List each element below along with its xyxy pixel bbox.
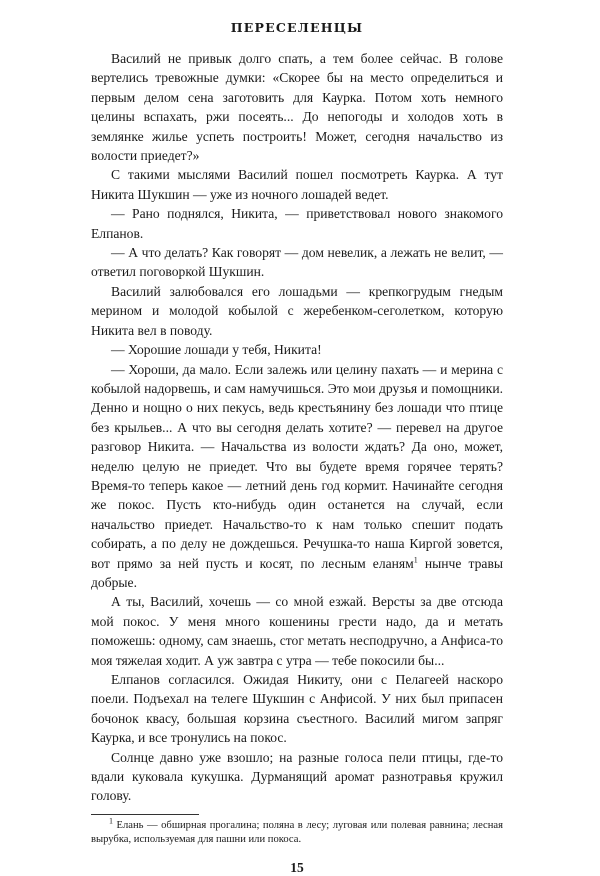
paragraph-7-tail: нынче травы добрые. <box>91 555 503 590</box>
footnote-divider <box>91 814 199 815</box>
book-page <box>91 14 503 876</box>
paragraph-6: — Хорошие лошади у тебя, Никита! <box>111 342 322 358</box>
paragraph-9: Елпанов согласился. Ожидая Никиту, они с Пелагеей наскоро поели. Подъехал на телеге Шукшин с Анфисой. У них был припасен бочонок квасу, большая корзина съестного. Василий мигом запряг Каурка, и все тронулись на покос. <box>91 672 503 746</box>
body-text <box>91 49 503 806</box>
paragraph-1: Василий не привык долго спать, а тем более сейчас. В голове вертелись тревожные думки: «Скорее бы на место определиться и первым делом сена заготовить для Каурка. Потом хоть немного целины вспахать, ржи посеять... До непогоды и холодов хоть в землянке жилье успеть построить! Может, сегодня начальство из волости приедет?» <box>91 51 503 164</box>
running-header: ПЕРЕСЕЛЕНЦЫ <box>230 20 364 35</box>
footnote-text: Елань — обширная прогалина; поляна в лесу; луговая или полевая равнина; лесная вырубка, используемая для пашни или покоса. <box>91 819 503 846</box>
page-number: 15 <box>290 859 304 875</box>
paragraph-7 <box>91 360 503 593</box>
footnote-marker: 1 <box>109 816 113 826</box>
paragraph-8: А ты, Василий, хочешь — со мной езжай. Версты за две отсюда мой покос. У меня много кошенины грести надо, да и метать поможешь: одному, сам знаешь, стог метать несподручно, а Анфиса-то моя тяжелая ходит. А уж завтра с утра — тебе покосили бы... <box>91 594 503 668</box>
paragraph-10: Солнце давно уже взошло; на разные голоса пели птицы, где-то вдали куковала кукушка. Дурманящий аромат разнотравья кружил голову. <box>91 749 503 804</box>
paragraph-5: Василий залюбовался его лошадьми — крепкогрудым гнедым мерином и молодой кобылой с жеребенком-сеголетком, которую Никита вел в поводу. <box>91 283 503 338</box>
paragraph-4: — А что делать? Как говорят — дом невелик, а лежать не велит, — ответил поговоркой Шукшин. <box>91 245 503 280</box>
paragraph-2: С такими мыслями Василий пошел посмотреть Каурка. А тут Никита Шукшин — уже из ночного лошадей ведет. <box>91 167 503 202</box>
paragraph-3: — Рано поднялся, Никита, — приветствовал нового знакомого Елпанов. <box>91 206 503 241</box>
footnote-reference[interactable]: 1 <box>413 555 418 565</box>
paragraph-7-text: — Хороши, да мало. Если залежь или целину пахать — и мерина с кобылой надорвешь, и сам намучишься. Это мои друзья и помощники. Денно и нощно о них пекусь, ведь крестьянину без лошади что птице без крыльев... А что вы сегодня делать хотите? — перевел на другое разговор Никита. — Начальства из волости ждать? Да оно, может, неделю целую не приедет. Что вы будете время горячее терять? Время-то теперь какое — летний день год кормит. Начинайте сегодня же покос. Пусть кто-нибудь один останется на случай, если начальство приедет. Начальство-то к нам только спешит подать собирать, а по делу не дождешься. Речушка-то наша Киргой зовется, вот прямо за ней пусть и косят, по лесным еланям <box>91 361 503 571</box>
footnote <box>91 816 503 848</box>
